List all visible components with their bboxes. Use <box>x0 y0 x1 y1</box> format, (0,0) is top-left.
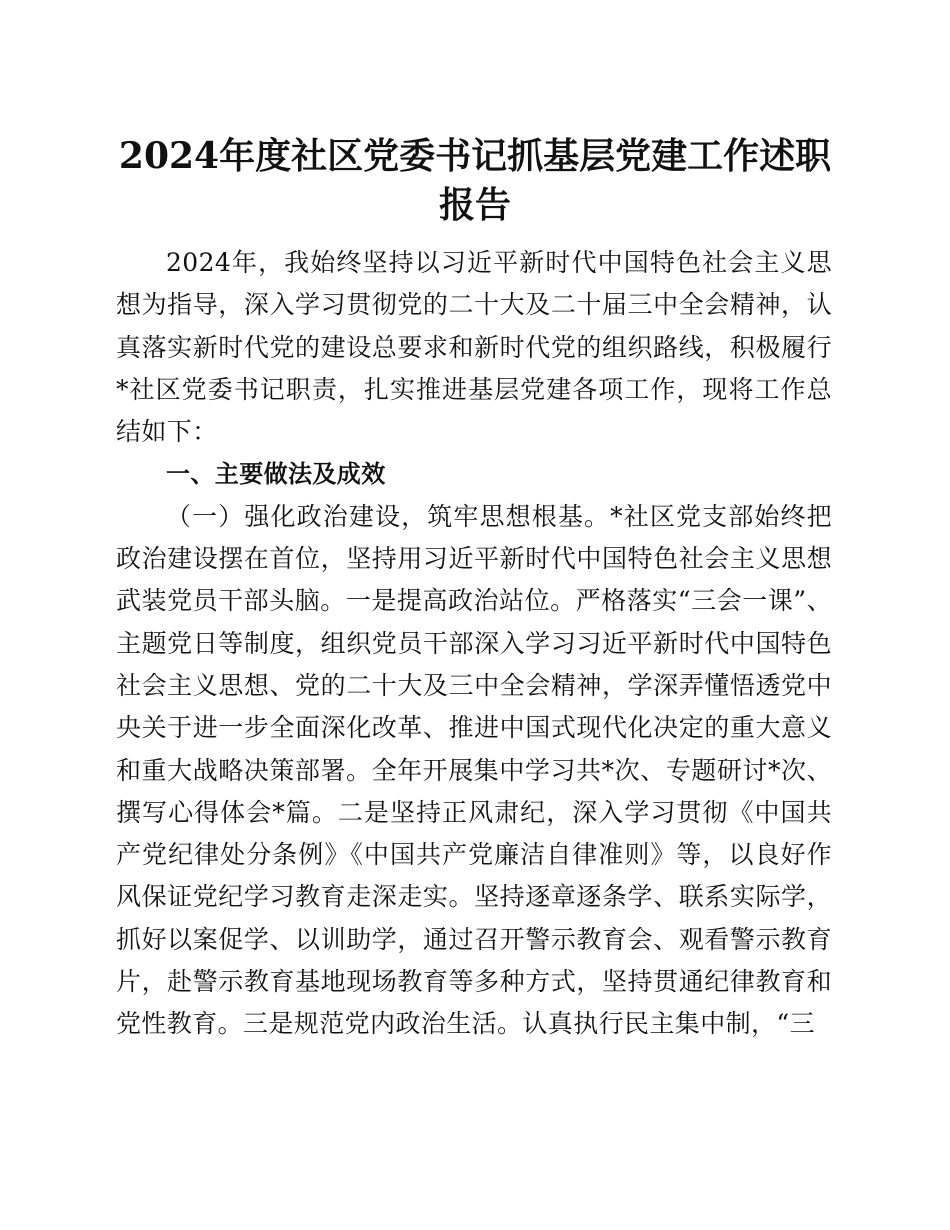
section-heading-main-practices: 一、主要做法及成效 <box>166 460 386 489</box>
subsection-paragraph-political-building: （一）强化政治建设，筑牢思想根基。*社区党支部始终把政治建设摆在首位，坚持用习近平新时代中国特色社会主义思想武装党员干部头脑。一是提高政治站位。严格落实“三会一课”、主题党日等制度，组织党员干部深入学习习近平新时代中国特色社会主义思想、党的二十大及三中全会精神，学深弄懂悟透党中央关于进一步全面深化改革、推进中国式现代化决定的重大意义和重大战略决策部署。全年开展集中学习共*次、专题研讨*次、撰写心得体会*篇。二是坚持正风肃纪，深入学习贯彻《中国共产党纪律处分条例》《中国共产党廉洁自律准则》等，以良好作风保证党纪学习教育走深走实。坚持逐章逐条学、联系实际学，抓好以案促学、以训助学，通过召开警示教育会、观看警示教育片，赴警示教育基地现场教育等多种方式，坚持贯通纪律教育和党性教育。三是规范党内政治生活。认真执行民主集中制，“三 <box>116 501 832 1039</box>
intro-paragraph: 2024年，我始终坚持以习近平新时代中国特色社会主义思想为指导，深入学习贯彻党的二十大及二十届三中全会精神，认真落实新时代党的建设总要求和新时代党的组织路线，积极履行*社区党委书记职责，扎实推进基层党建各项工作，现将工作总结如下： <box>116 248 832 447</box>
document-title: 2024年度社区党委书记抓基层党建工作述职报告 <box>118 135 832 226</box>
document-body <box>116 242 832 1046</box>
